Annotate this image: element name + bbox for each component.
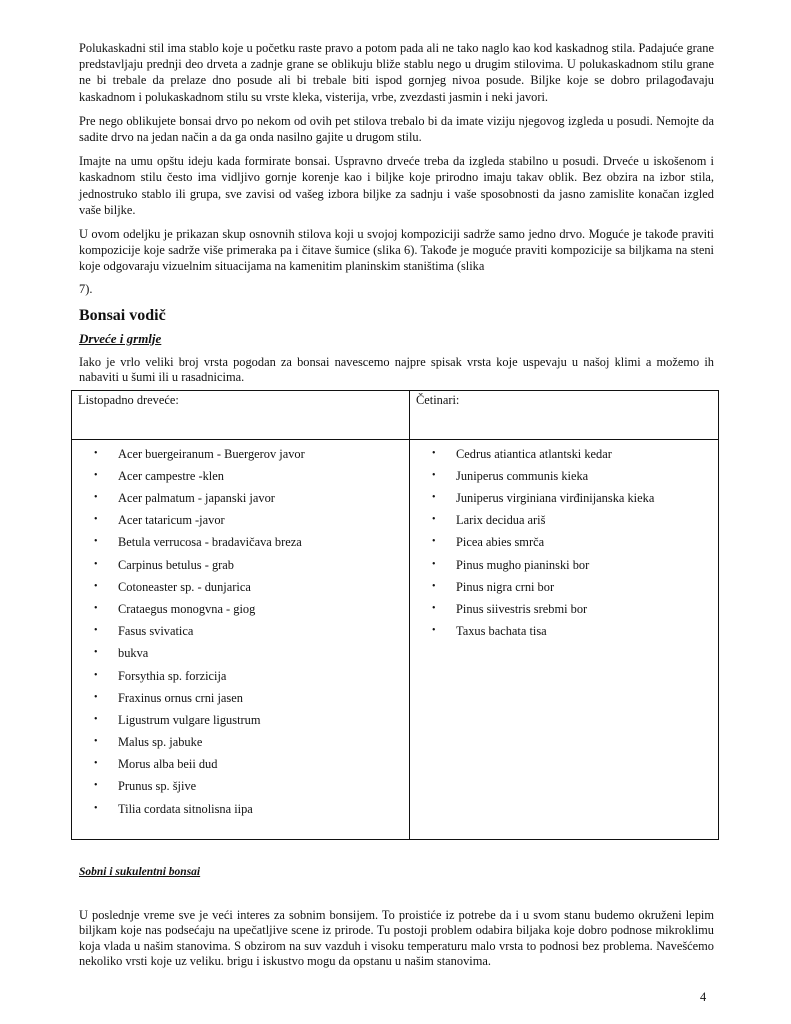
list-item	[410, 444, 718, 466]
list-item	[72, 710, 409, 732]
list-item	[72, 666, 409, 688]
list-item-label: Taxus bachata tisa	[456, 624, 547, 639]
list-item-label: Tilia cordata sitnolisna iipa	[118, 801, 253, 816]
bullet-icon: •	[432, 514, 436, 526]
paragraph-sobni: U poslednje vreme sve je veći interes za sobnim bonsijem. To proistiće iz potrebe da i u svom stanu budemo okruženi lepim biljkam koje nas podsećaju na upečatljive scene iz prirode. Tu postoji problem odabira biljaka koje dobro podnose mikroklimu koja vlada u našim stanovima. S obzirom na suv vazduh i visoku temperaturu malo vrsta to podnosi bez problema. Navešćemo nekoliko vrsti koje uz veliku. brigu i iskustvo mogu da opstanu u našim stanovima.	[79, 907, 714, 969]
section2-title: Sobni i sukulentni bonsai	[79, 865, 201, 878]
list-item	[72, 444, 409, 466]
paragraph-tail: 7).	[79, 281, 93, 296]
section-title: Bonsai vodič	[79, 306, 166, 324]
list-item-label: Pinus mugho pianinski bor	[456, 557, 590, 572]
paragraph-polukaskadni: Polukaskadni stil ima stablo koje u početku raste pravo a potom pada ali ne tako naglo kao kod kaskadnog stila. Padajuće grane predstavljaju prednji deo drveta a zadnje grane se oblikuju bliže stablu nego u drugim stilovima. U polukaskadnom stilu grane ne bi trebale da prelaze dno posude ali bi trebale biti ispod gornjeg nivoa posude. Biljke koje se dobro prilagođavaju kaskadnom i polukaskadnom stilu su vrste kleka, visterija, vrbe, zvezdasti jasmin i neki javori.	[79, 41, 714, 104]
list-item	[72, 776, 409, 798]
table-header-conifers: Četinari:	[410, 390, 719, 439]
list-item-label: Larix decidua ariš	[456, 513, 546, 528]
bullet-icon: •	[432, 625, 436, 637]
list-item	[410, 621, 718, 643]
list-item-label: Forsythia sp. forzicija	[118, 668, 227, 683]
list-item-label: Acer buergeiranum - Buergerov javor	[118, 446, 305, 461]
list-item	[72, 532, 409, 554]
paragraph-vizija: Pre nego oblikujete bonsai drvo po nekom od ovih pet stilova trebalo bi da imate viziju njegovog izgleda u posudi. Nemojte da sadite drvo na jedan način a da ga onda nasilno gajite u drugom stilu.	[79, 113, 714, 145]
list-item	[72, 510, 409, 532]
list-item	[72, 599, 409, 621]
list-item-label: Acer palmatum - japanski javor	[118, 491, 275, 506]
page-number: 4	[700, 990, 707, 1004]
list-item	[72, 643, 409, 665]
list-item	[410, 599, 718, 621]
bullet-icon: •	[94, 469, 98, 481]
list-item	[410, 577, 718, 599]
list-item-label: bukva	[118, 646, 149, 661]
list-item	[410, 466, 718, 488]
list-item	[72, 555, 409, 577]
list-item	[410, 555, 718, 577]
bullet-icon: •	[94, 669, 98, 681]
document-page	[79, 40, 714, 970]
list-item	[72, 688, 409, 710]
list-item	[72, 754, 409, 776]
bullet-icon: •	[432, 536, 436, 548]
paragraph-opsta-ideja: Imajte na umu opštu ideju kada formirate bonsai. Uspravno drveće treba da izgleda stabilno u posudi. Drveće u iskošenom i kaskadnom stilu često ima vidljivo gornje korenje kao i biljke koje prirodno imaju takav oblik. Bez obzira na izbor stila, jednostruko stablo ili grupa, sve zavisi od vašeg izbora biljke za sadnju i vaše sposobnosti da jasno zamislite konačan izgled vaše biljke.	[79, 154, 714, 217]
list-item-label: Fasus svivatica	[118, 624, 194, 639]
bullet-icon: •	[432, 602, 436, 614]
list-item-label: Malus sp. jabuke	[118, 735, 203, 750]
bullet-icon: •	[94, 514, 98, 526]
list-item-label: Ligustrum vulgare ligustrum	[118, 712, 261, 727]
bullet-icon: •	[432, 558, 436, 570]
deciduous-cell	[72, 439, 410, 839]
bullet-icon: •	[94, 758, 98, 770]
bullet-icon: •	[432, 447, 436, 459]
list-item-label: Cotoneaster sp. - dunjarica	[118, 579, 251, 594]
bullet-icon: •	[94, 602, 98, 614]
bullet-icon: •	[94, 780, 98, 792]
conifers-cell	[410, 439, 719, 839]
bullet-icon: •	[94, 625, 98, 637]
deciduous-list	[72, 444, 409, 821]
table-header-deciduous: Listopadno dreveće:	[72, 390, 410, 439]
bullet-icon: •	[94, 536, 98, 548]
list-item	[410, 510, 718, 532]
bullet-icon: •	[94, 447, 98, 459]
conifers-list	[410, 444, 718, 644]
list-item-label: Crataegus monogvna - giog	[118, 601, 256, 616]
list-item-label: Pinus siivestris srebmi bor	[456, 601, 588, 616]
list-item	[72, 488, 409, 510]
list-item-label: Picea abies smrča	[456, 535, 545, 550]
list-item-label: Fraxinus ornus crni jasen	[118, 690, 243, 705]
list-item-label: Morus alba beii dud	[118, 757, 218, 772]
list-item	[72, 621, 409, 643]
species-table	[71, 390, 719, 840]
bullet-icon: •	[432, 469, 436, 481]
list-item	[72, 799, 409, 821]
bullet-icon: •	[94, 580, 98, 592]
list-item-label: Juniperus virginiana virđinijanska kieka	[456, 491, 655, 506]
list-item-label: Acer campestre -klen	[118, 468, 224, 483]
list-item-label: Pinus nigra crni bor	[456, 579, 555, 594]
subsection-title: Drveće i grmlje	[79, 330, 162, 346]
paragraph-odeljak: U ovom odeljku je prikazan skup osnovnih stilova koji u svojoj kompoziciji sadrže samo jedno drvo. Moguće je takođe praviti kompozicije koje sadrže više primeraka pa i čitave šumice (slika 6). Takođe je moguće praviti kompozicije sa biljkama na steni koje odgovaraju vizuelnim situacijama na kamenitim planinskim staništima (slika	[79, 227, 714, 274]
list-item-label: Carpinus betulus - grab	[118, 557, 234, 572]
bullet-icon: •	[432, 492, 436, 504]
bullet-icon: •	[94, 492, 98, 504]
list-item	[410, 532, 718, 554]
bullet-icon: •	[94, 713, 98, 725]
list-item-label: Cedrus atiantica atlantski kedar	[456, 446, 612, 461]
bullet-icon: •	[94, 802, 98, 814]
list-item-label: Acer tataricum -javor	[118, 513, 225, 528]
bullet-icon: •	[94, 736, 98, 748]
list-item-label: Prunus sp. šjive	[118, 779, 197, 794]
list-item	[410, 488, 718, 510]
bullet-icon: •	[94, 558, 98, 570]
list-item	[72, 466, 409, 488]
list-item	[72, 732, 409, 754]
bullet-icon: •	[94, 647, 98, 659]
bullet-icon: •	[94, 691, 98, 703]
bullet-icon: •	[432, 580, 436, 592]
intro-paragraph: Iako je vrlo veliki broj vrsta pogodan za bonsai navescemo najpre spisak vrsta koje uspevaju u našoj klimi a možemo ih nabaviti u šumi ili u rasadnicima.	[79, 354, 714, 385]
list-item-label: Betula verrucosa - bradavičava breza	[118, 535, 302, 550]
list-item-label: Juniperus communis kieka	[456, 468, 589, 483]
list-item	[72, 577, 409, 599]
